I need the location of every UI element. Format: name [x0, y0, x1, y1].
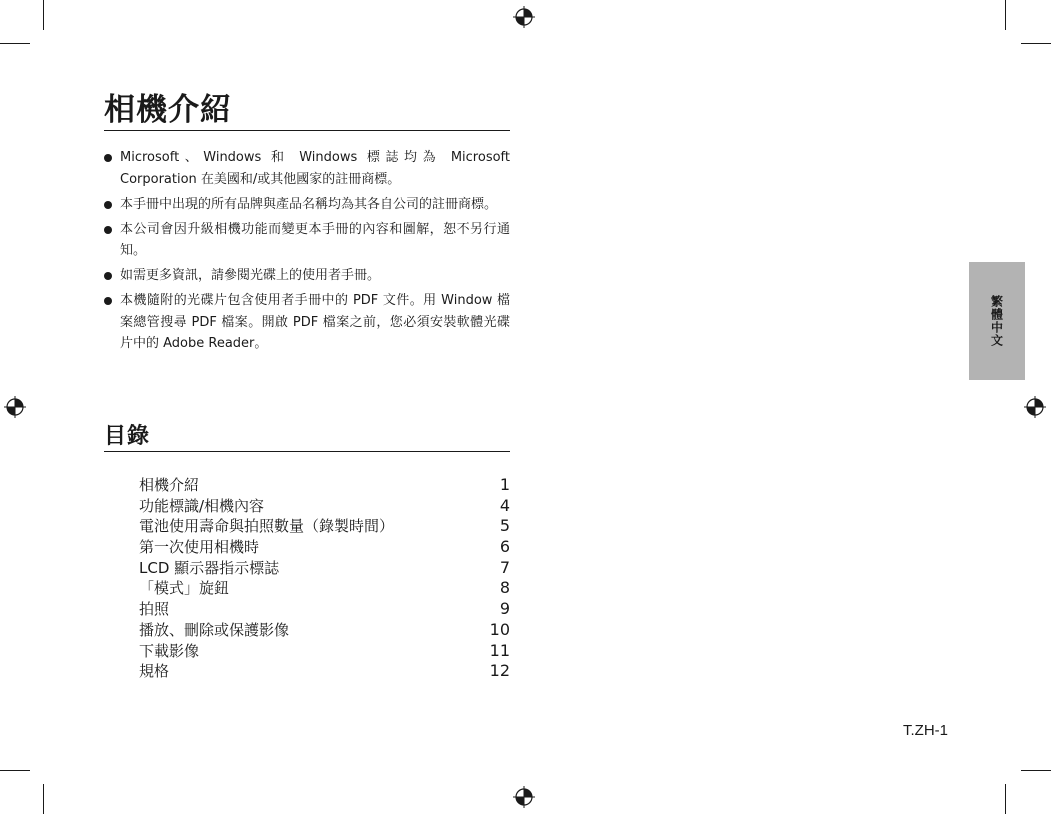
toc-entry[interactable]	[139, 558, 510, 579]
toc-label: LCD 顯示器指示標誌	[139, 558, 280, 577]
toc-page-number: 9	[499, 599, 510, 619]
toc-label: 電池使用壽命與拍照數量（錄製時間）	[139, 517, 395, 536]
toc-page-number: 4	[499, 495, 510, 515]
bullet-text: 本手冊中出現的所有品牌與產品名稱均為其各自公司的註冊商標。	[120, 196, 498, 212]
bullet-dot-icon	[104, 272, 112, 280]
toc-page-number: 1	[499, 475, 510, 494]
intro-title: 相機介紹	[104, 92, 510, 131]
language-tab-label: 繁體中文	[989, 295, 1004, 347]
list-item	[104, 265, 510, 287]
toc-entry[interactable]	[139, 641, 510, 662]
registration-mark-icon	[513, 6, 535, 28]
toc-label: 「模式」旋鈕	[139, 579, 230, 598]
toc-page-number: 7	[499, 557, 510, 577]
registration-mark-icon	[4, 396, 26, 418]
bullet-text: 本機隨附的光碟片包含使用者手冊中的 PDF 文件。用 Window 檔案總管搜尋 PDF 檔案。開啟 PDF 檔案之前，您必須安裝軟體光碟片中的 Adobe Reader。	[120, 293, 510, 351]
bullet-text: 如需更多資訊，請參閱光碟上的使用者手冊。	[120, 268, 381, 283]
toc-entry[interactable]	[139, 475, 510, 496]
crop-mark	[43, 0, 44, 30]
registration-mark-icon	[513, 786, 535, 808]
toc-page-number: 8	[499, 578, 510, 598]
list-item	[104, 147, 510, 190]
list-item	[104, 290, 510, 355]
language-tab	[969, 262, 1025, 380]
toc-label: 播放、刪除或保護影像	[139, 620, 290, 639]
crop-mark	[1005, 784, 1006, 814]
toc-entry[interactable]	[139, 516, 510, 537]
table-of-contents	[139, 475, 510, 682]
toc-entry[interactable]	[139, 537, 510, 558]
intro-bullet-list	[104, 147, 510, 358]
toc-entry[interactable]	[139, 620, 510, 641]
list-item	[104, 219, 510, 262]
toc-page-number: 11	[489, 640, 510, 660]
toc-label: 第一次使用相機時	[139, 538, 260, 557]
toc-entry[interactable]	[139, 578, 510, 599]
crop-mark	[1021, 770, 1051, 771]
list-item	[104, 194, 510, 216]
toc-title: 目錄	[104, 424, 510, 452]
toc-label: 相機介紹	[139, 476, 200, 494]
toc-page-number: 10	[489, 619, 510, 639]
toc-page-number: 5	[499, 516, 510, 536]
toc-label: 下載影像	[139, 641, 200, 660]
toc-entry[interactable]	[139, 496, 510, 517]
crop-mark	[0, 770, 30, 771]
bullet-dot-icon	[104, 226, 112, 234]
bullet-text: Microsoft、Windows 和 Windows 標誌均為 Microsoft Corporation 在美國和/或其他國家的註冊商標。	[120, 150, 510, 187]
toc-label: 拍照	[139, 600, 170, 619]
bullet-dot-icon	[104, 154, 112, 162]
bullet-text: 本公司會因升級相機功能而變更本手冊的內容和圖解，恕不另行通知。	[120, 221, 510, 258]
crop-mark	[1021, 43, 1051, 44]
registration-mark-icon	[1024, 396, 1046, 418]
bullet-dot-icon	[104, 297, 112, 305]
page-number: T.ZH-1	[903, 722, 948, 739]
toc-label: 規格	[139, 662, 170, 681]
crop-mark	[43, 784, 44, 814]
bullet-dot-icon	[104, 201, 112, 209]
crop-mark	[0, 43, 30, 44]
toc-entry[interactable]	[139, 599, 510, 620]
crop-mark	[1005, 0, 1006, 30]
toc-label: 功能標識/相機內容	[139, 496, 265, 515]
toc-page-number: 6	[499, 537, 510, 557]
toc-entry[interactable]	[139, 661, 510, 682]
toc-page-number: 12	[489, 661, 510, 681]
